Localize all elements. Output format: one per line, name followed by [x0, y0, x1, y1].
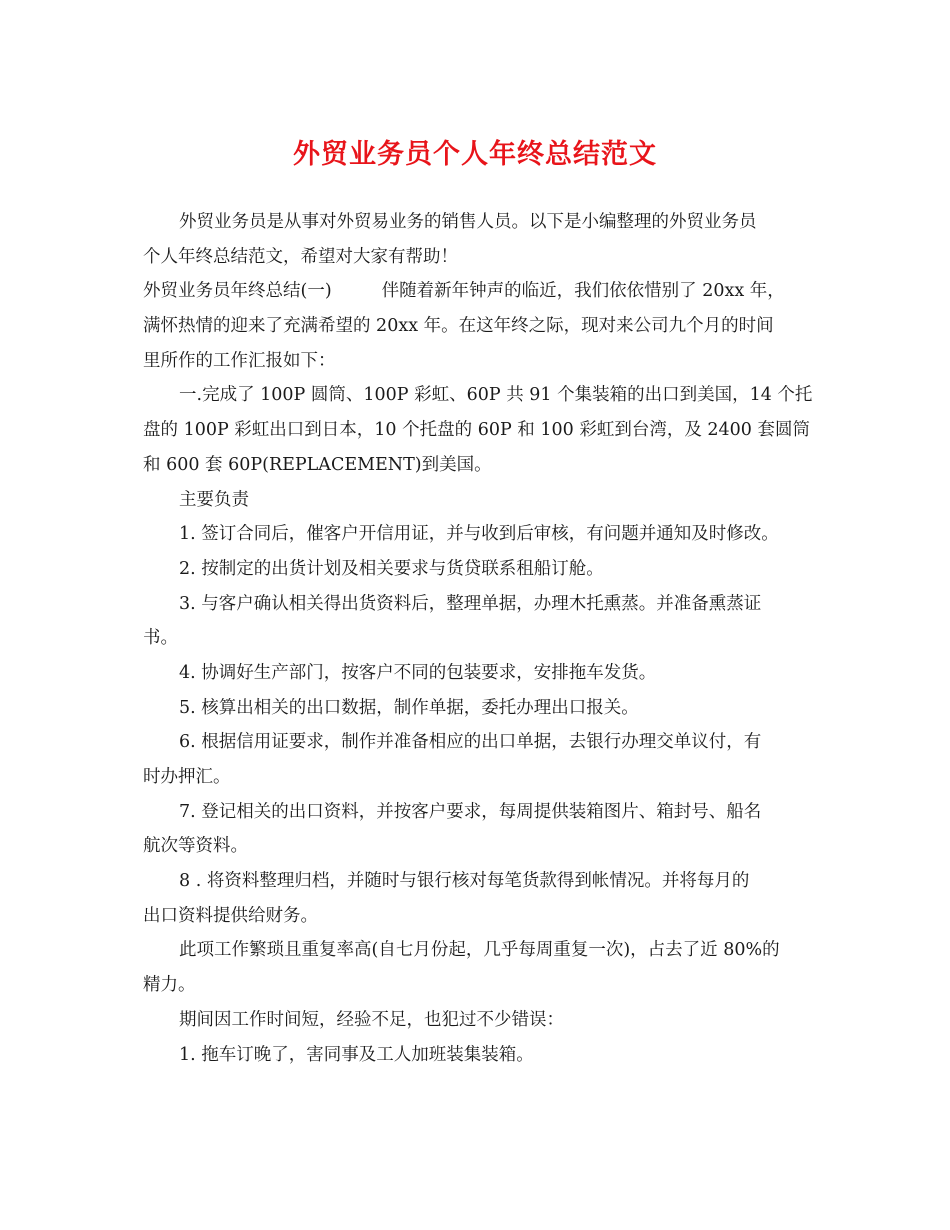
intro-line: 个人年终总结范文，希望对大家有帮助！: [143, 246, 458, 267]
duty-item: 6. 根据信用证要求，制作并准备相应的出口单据，去银行办理交单议付，有: [179, 732, 762, 753]
workload-line: 精力。: [143, 975, 196, 996]
mistake-item: 1. 拖车订晚了，害同事及工人加班装集装箱。: [179, 1044, 534, 1065]
duty-item-continuation: 航次等资料。: [143, 836, 248, 857]
section-heading-line: [143, 274, 813, 309]
duty-item: 2. 按制定的出货计划及相关要求与货贷联系租船订舱。: [179, 558, 604, 579]
duty-item: 1. 签订合同后，催客户开信用证，并与收到后审核，有问题并通知及时修改。: [179, 524, 779, 545]
duty-item: 5. 核算出相关的出口数据，制作单据，委托办理出口报关。: [179, 697, 639, 718]
intro-line: 外贸业务员是从事对外贸易业务的销售人员。以下是小编整理的外贸业务员: [179, 212, 757, 232]
item-one-line: 一.完成了 100P 圆筒、100P 彩虹、60P 共 91 个集装箱的出口到美国，14 个托: [179, 385, 813, 406]
duty-item: 3. 与客户确认相关得出货资料后，整理单据，办理木托熏蒸。并准备熏蒸证: [179, 593, 762, 614]
section-line: 里所作的工作汇报如下：: [143, 350, 336, 371]
duty-item-continuation: 书。: [143, 628, 178, 649]
duty-item-continuation: 时办押汇。: [143, 767, 231, 787]
duties-heading: 主要负责: [179, 489, 249, 510]
duty-item: 8 . 将资料整理归档，并随时与银行核对每笔货款得到帐情况。并将每月的: [179, 871, 750, 892]
document-body: [143, 205, 813, 1072]
section-first-line: 伴随着新年钟声的临近，我们依依惜别了 20xx 年，: [381, 281, 785, 302]
mistakes-intro: 期间因工作时间短，经验不足，也犯过不少错误：: [179, 1009, 564, 1030]
workload-line: 此项工作繁琐且重复率高(自七月份起，几乎每周重复一次)，占去了近 80%的: [179, 940, 780, 961]
item-one-line: 和 600 套 60P(REPLACEMENT)到美国。: [143, 454, 492, 475]
section-heading: 外贸业务员年终总结(一): [143, 281, 332, 302]
duty-item: 4. 协调好生产部门，按客户不同的包装要求，安排拖车发货。: [179, 662, 657, 683]
duty-item: 7. 登记相关的出口资料，并按客户要求，每周提供装箱图片、箱封号、船名: [179, 801, 762, 822]
section-line: 满怀热情的迎来了充满希望的 20xx 年。在这年终之际，现对来公司九个月的时间: [143, 316, 774, 337]
item-one-line: 盘的 100P 彩虹出口到日本，10 个托盘的 60P 和 100 彩虹到台湾，及 2400 套圆筒: [143, 420, 810, 441]
document-title: 外贸业务员个人年终总结范文: [293, 139, 657, 170]
duty-item-continuation: 出口资料提供给财务。: [143, 905, 318, 926]
